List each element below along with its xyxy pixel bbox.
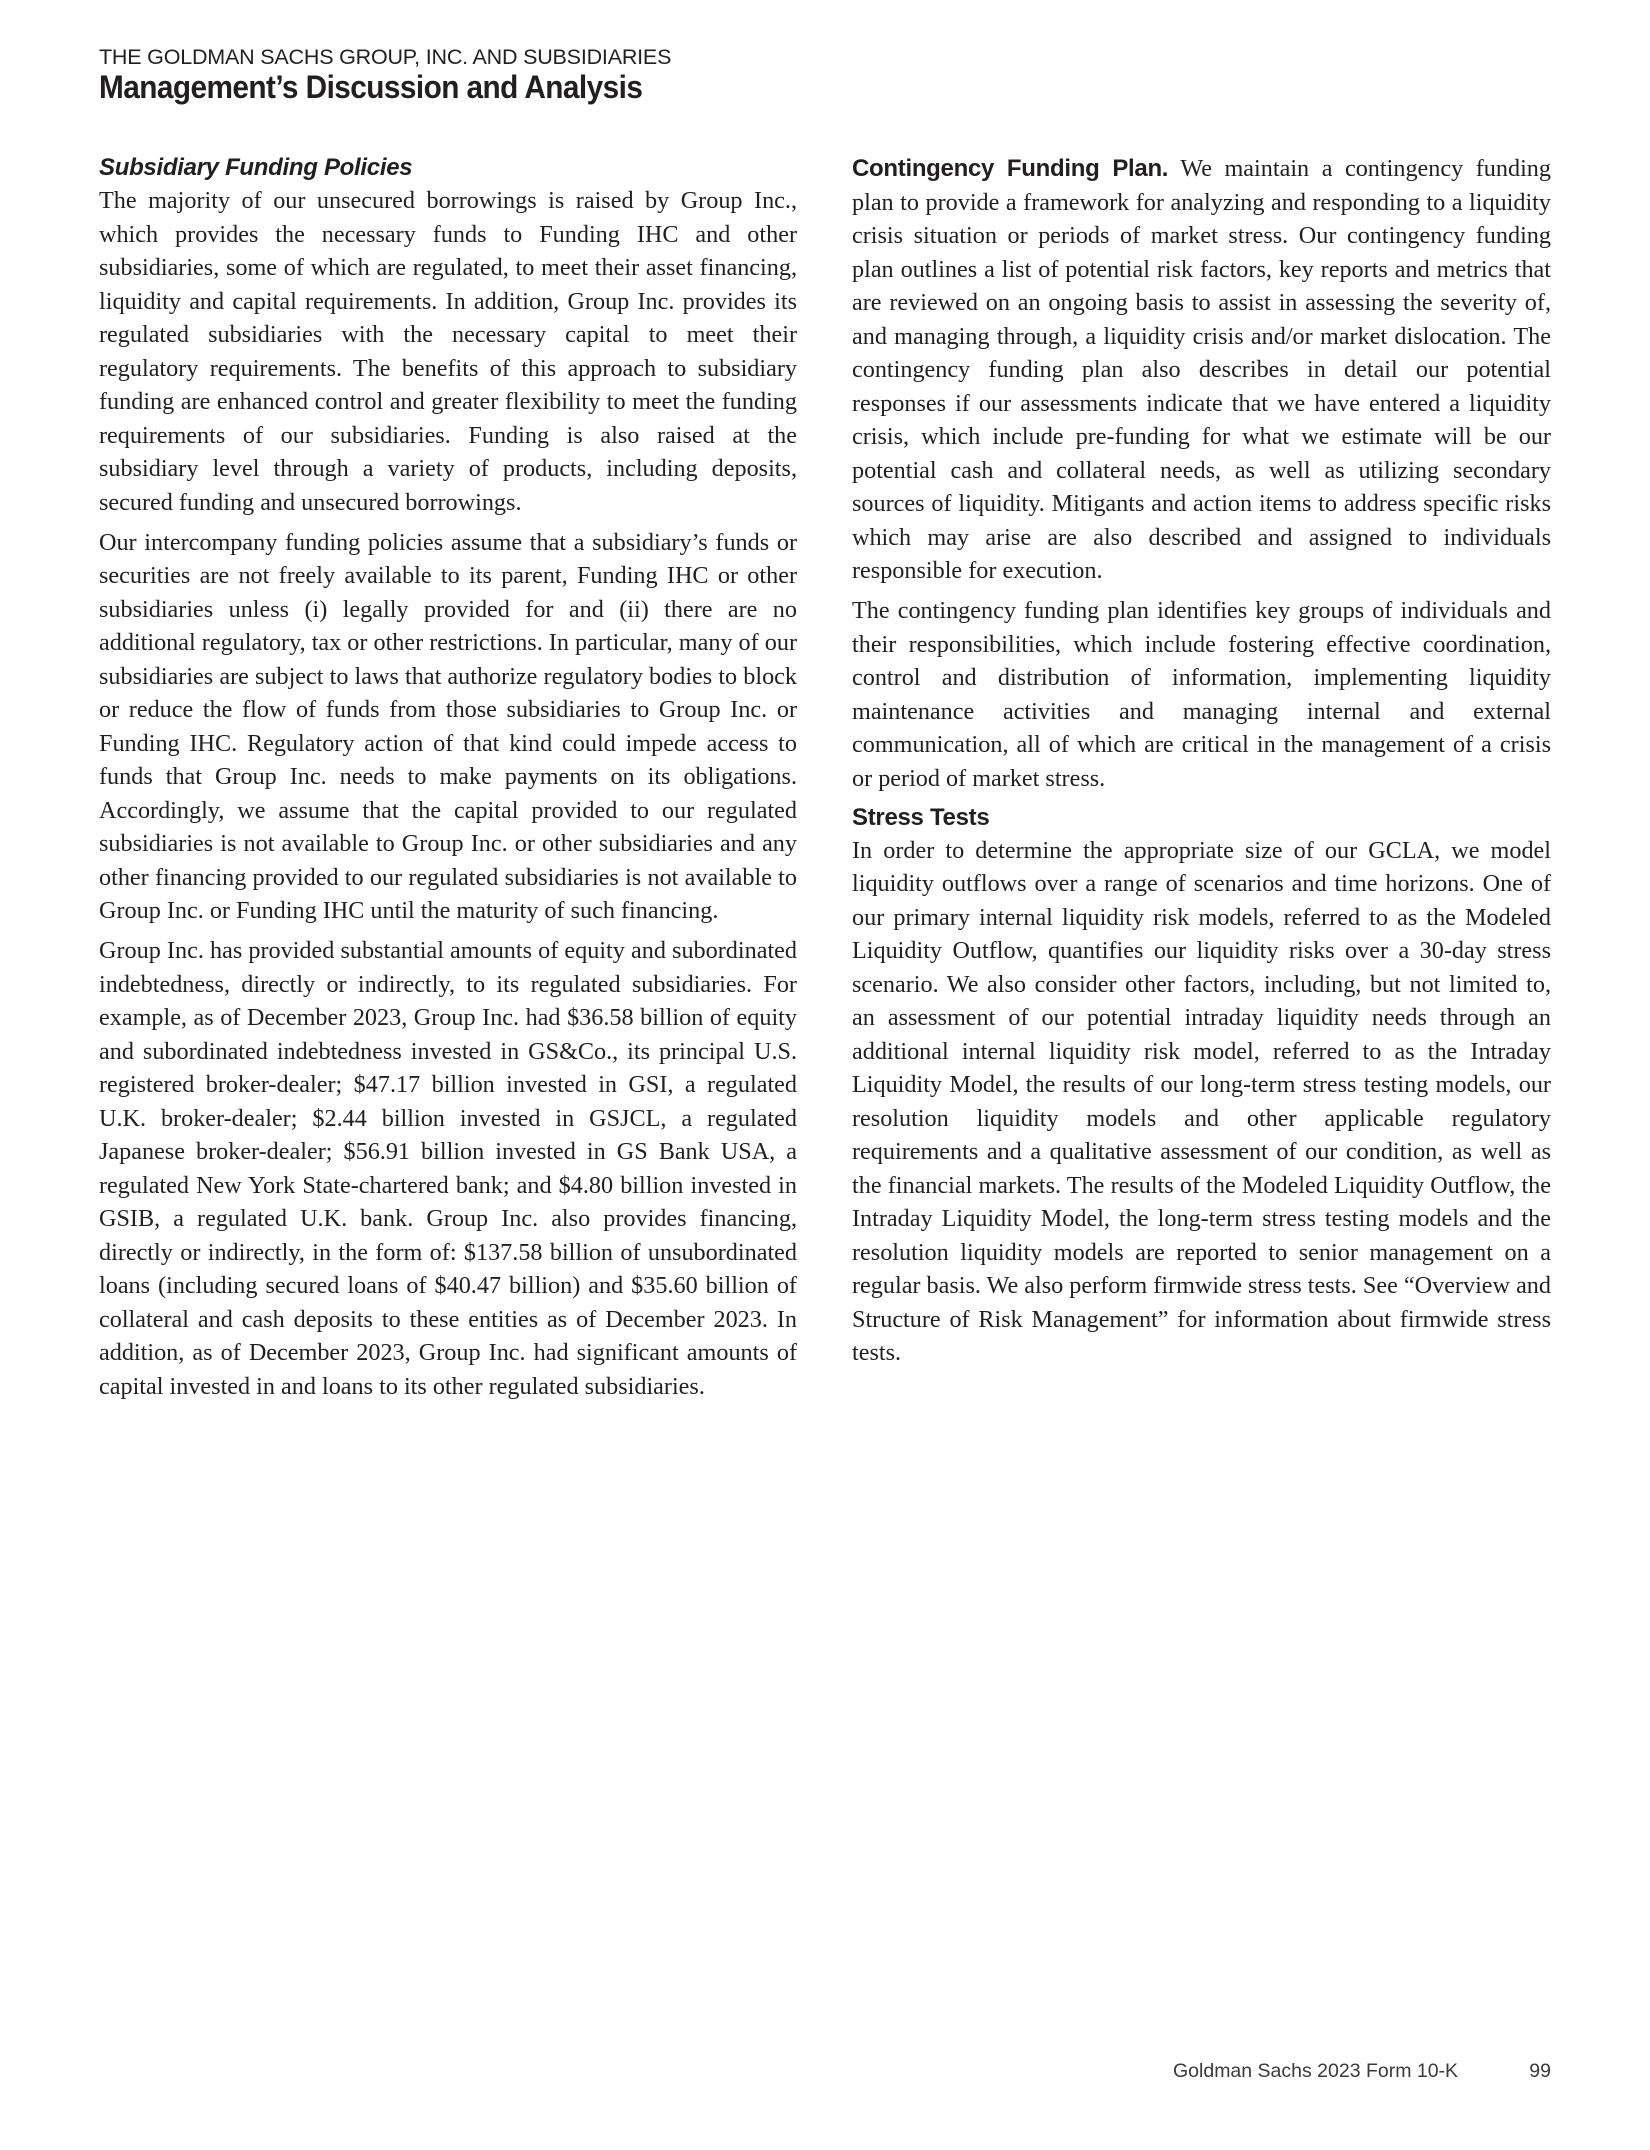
- right-column: [852, 152, 1551, 1376]
- footer-document-name: Goldman Sachs 2023 Form 10-K: [1173, 2060, 1459, 2082]
- paragraph-unsecured-borrowings: The majority of our unsecured borrowings is raised by Group Inc., which provides the necessary funds to Funding IHC and other subsidiaries, some of which are regulated, to meet their asset financing, liquidity and capital requirements. In addition, Group Inc. provides its regulated subsidiaries with the necessary capital to meet their regulatory requirements. The benefits of this approach to subsidiary funding are enhanced control and greater flexibility to meet the funding requirements of our subsidiaries. Funding is also raised at the subsidiary level through a variety of products, including deposits, secured funding and unsecured borrowings.: [99, 187, 797, 516]
- paragraph-group-inc-investments: Group Inc. has provided substantial amounts of equity and subordinated indebtedness, directly or indirectly, to its regulated subsidiaries. For example, as of December 2023, Group Inc. had $36.58 billion of equity and subordinated indebtedness invested in GS&Co., its principal U.S. registered broker-dealer; $47.17 billion invested in GSI, a regulated U.K. broker-dealer; $2.44 billion invested in GSJCL, a regulated Japanese broker-dealer; $56.91 billion invested in GS Bank USA, a regulated New York State-chartered bank; and $4.80 billion invested in GSIB, a regulated U.K. bank. Group Inc. also provides financing, directly or indirectly, in the form of: $137.58 billion of unsubordinated loans (including secured loans of $40.47 billion) and $35.60 billion of collateral and cash deposits to these entities as of December 2023. In addition, as of December 2023, Group Inc. had significant amounts of capital invested in and loans to its other regulated subsidiaries.: [99, 937, 797, 1400]
- section-heading-subsidiary-funding-policies: Subsidiary Funding Policies: [99, 154, 413, 181]
- company-name: THE GOLDMAN SACHS GROUP, INC. AND SUBSIDIARIES: [99, 45, 672, 69]
- run-in-heading-contingency-funding-plan: Contingency Funding Plan.: [852, 155, 1169, 182]
- page-number: 99: [1529, 2060, 1551, 2082]
- paragraph-stress-tests: In order to determine the appropriate size of our GCLA, we model liquidity outflows over a range of scenarios and time horizons. One of our primary internal liquidity risk models, referred to as the Modeled Liquidity Outflow, quantifies our liquidity risks over a 30-day stress scenario. We also consider other factors, including, but not limited to, an assessment of our potential intraday liquidity needs through an additional internal liquidity risk model, referred to as the Intraday Liquidity Model, the results of our long-term stress testing models, our resolution liquidity models and other applicable regulatory requirements and a qualitative assessment of our condition, as well as the financial markets. The results of the Modeled Liquidity Outflow, the Intraday Liquidity Model, the long-term stress testing models and the resolution liquidity models are reported to senior management on a regular basis. We also perform firmwide stress tests. See “Overview and Structure of Risk Management” for information about firmwide stress tests.: [852, 836, 1551, 1366]
- page-title: Management’s Discussion and Analysis: [99, 69, 643, 105]
- left-column: [99, 152, 797, 1410]
- paragraph-intercompany-funding-policies: Our intercompany funding policies assume that a subsidiary’s funds or securities are not freely available to its parent, Funding IHC or other subsidiaries unless (i) legally provided for and (ii) there are no additional regulatory, tax or other restrictions. In particular, many of our subsidiaries are subject to laws that authorize regulatory bodies to block or reduce the flow of funds from those subsidiaries to Group Inc. or Funding IHC. Regulatory action of that kind could impede access to funds that Group Inc. needs to make payments on its obligations. Accordingly, we assume that the capital provided to our regulated subsidiaries is not available to Group Inc. or other subsidiaries and any other financing provided to our regulated subsidiaries is not available to Group Inc. or Funding IHC until the maturity of such financing.: [99, 528, 797, 924]
- contingency-funding-plan-text: We maintain a contingency funding plan to provide a framework for analyzing and responding to a liquidity crisis situation or periods of market stress. Our contingency funding plan outlines a list of potential risk factors, key reports and metrics that are reviewed on an ongoing basis to assist in assessing the severity of, and managing through, a liquidity crisis and/or market dislocation. The contingency funding plan also describes in detail our potential responses if our assessments indicate that we have entered a liquidity crisis, which include pre-funding for what we estimate will be our potential cash and collateral needs, as well as utilizing secondary sources of liquidity. Mitigants and action items to address specific risks which may arise are also described and assigned to individuals responsible for execution.: [852, 155, 1551, 584]
- section-heading-stress-tests: Stress Tests: [852, 803, 990, 831]
- paragraph-contingency-funding-plan: [852, 152, 1551, 588]
- paragraph-contingency-groups: The contingency funding plan identifies key groups of individuals and their responsibilities, which include fostering effective coordination, control and distribution of information, implementing liquidity maintenance activities and managing internal and external communication, all of which are critical in the management of a crisis or period of market stress.: [852, 597, 1551, 792]
